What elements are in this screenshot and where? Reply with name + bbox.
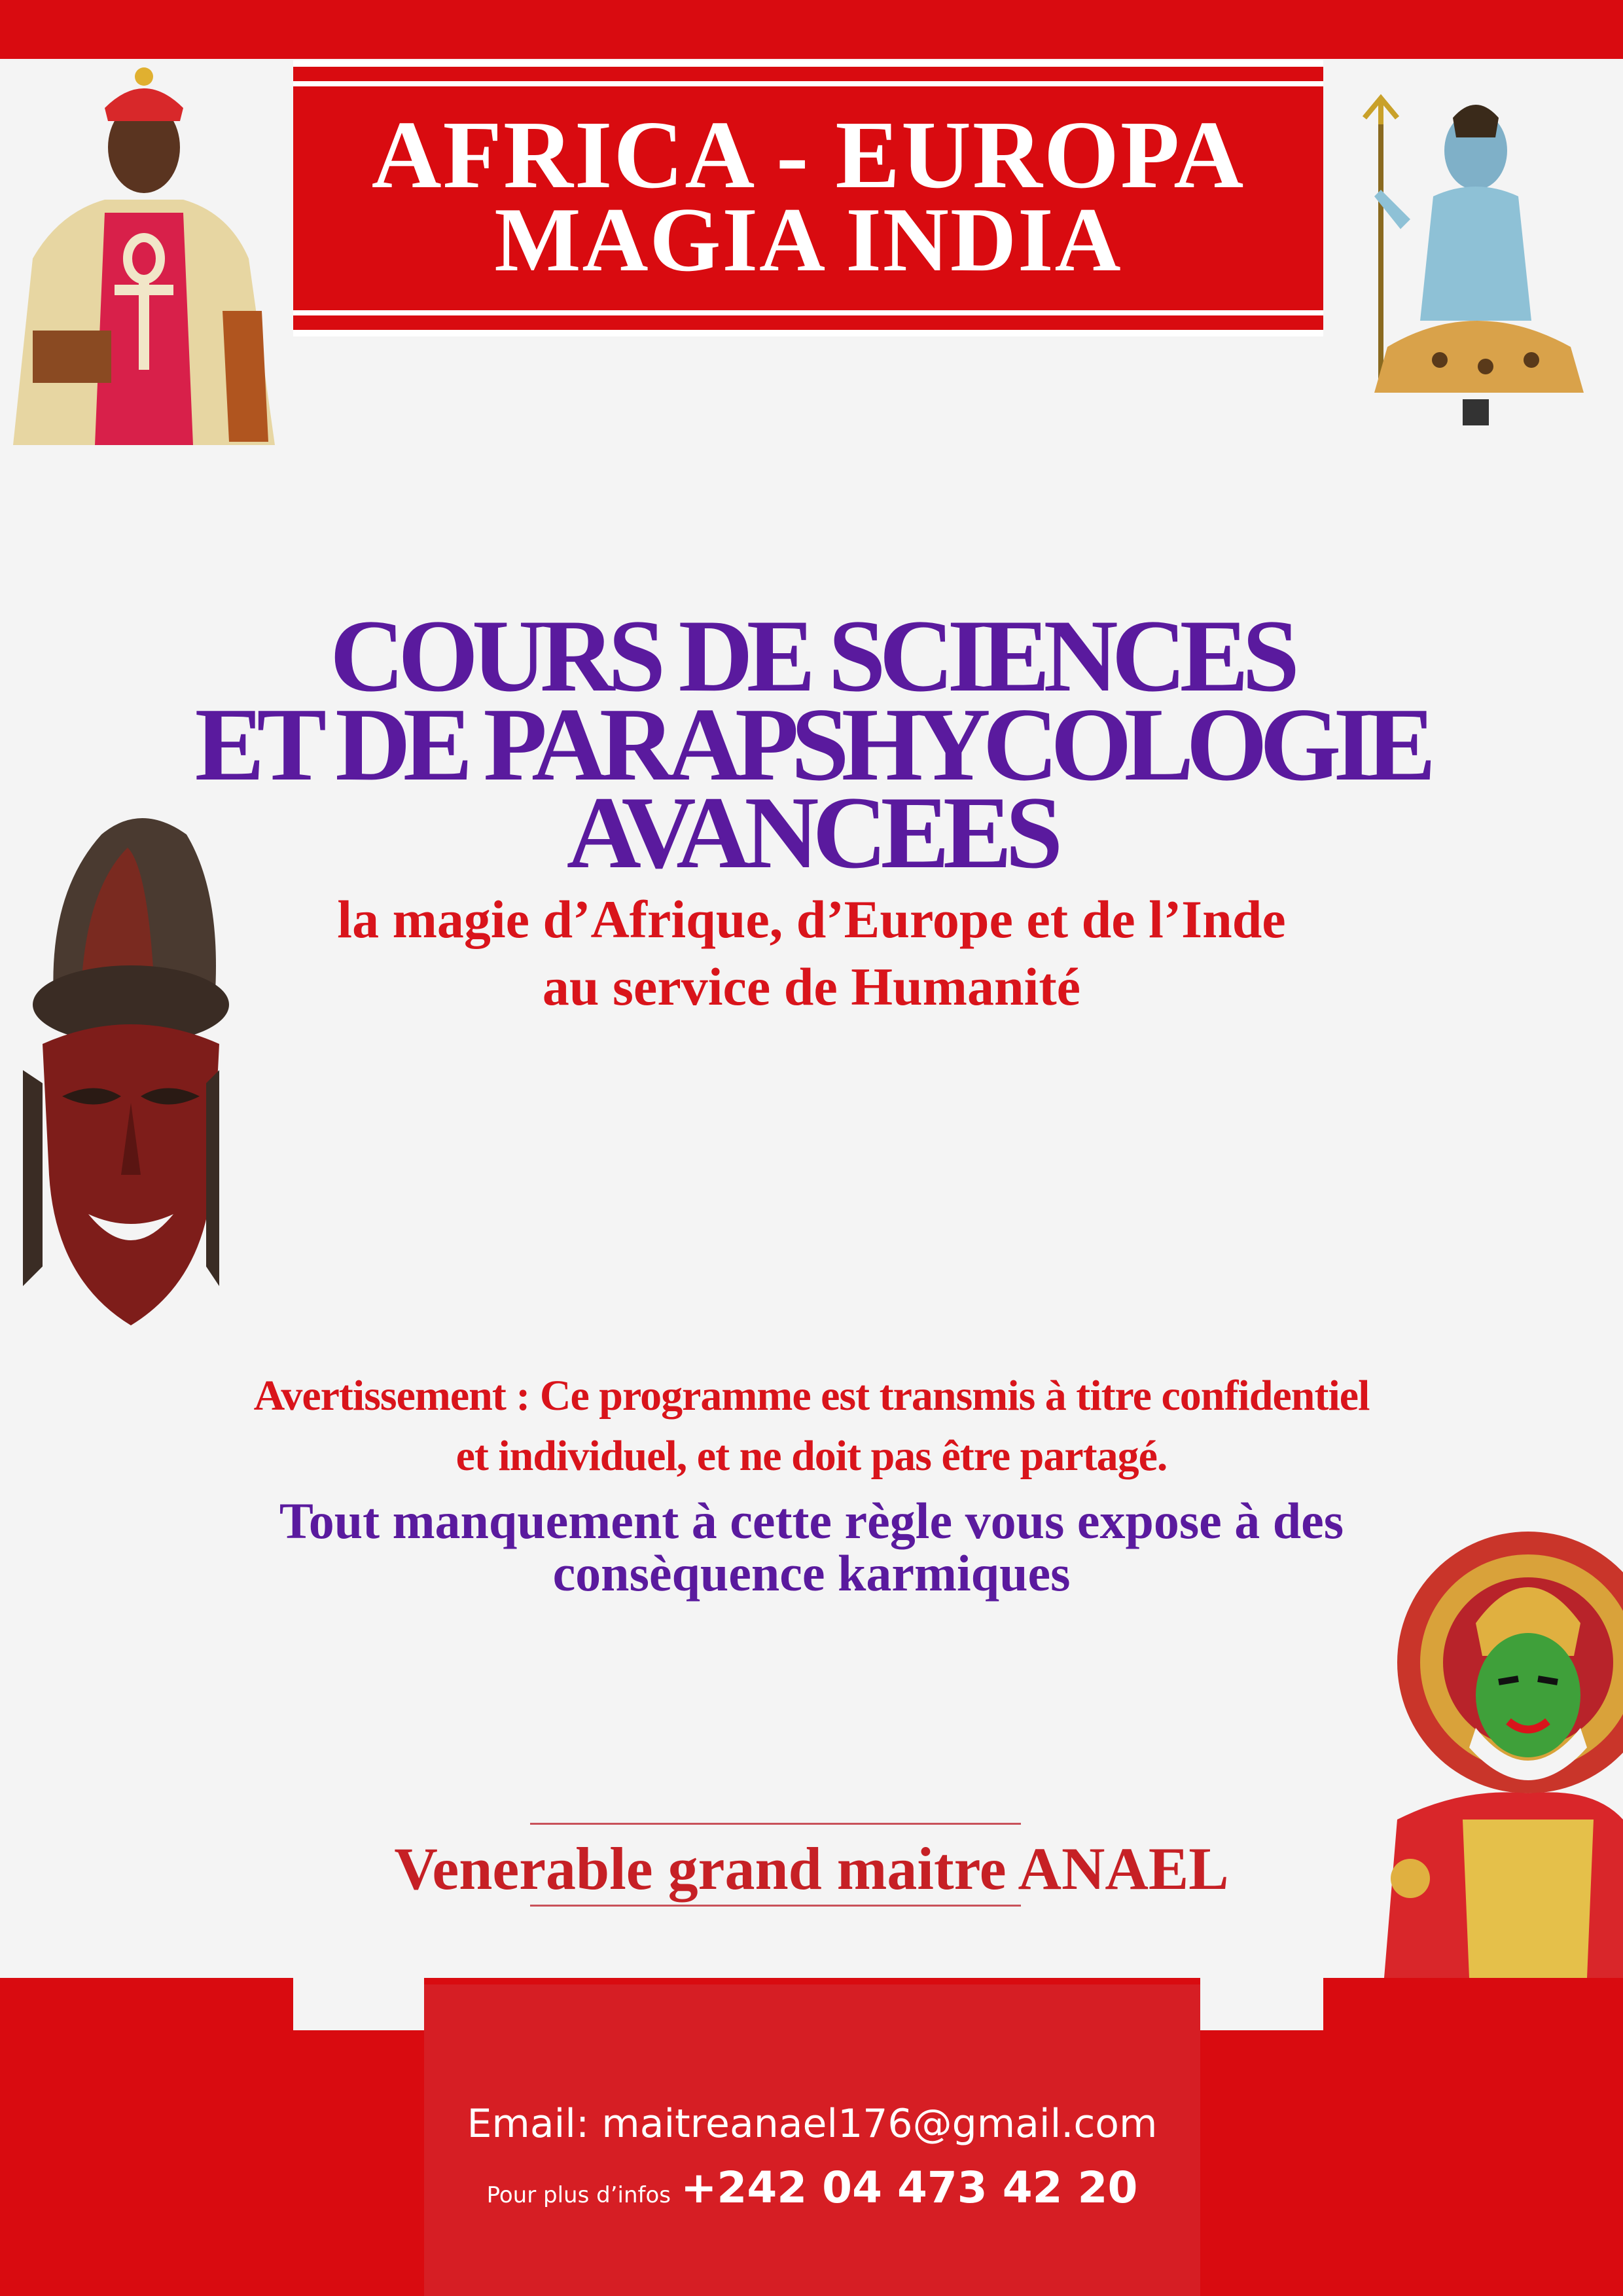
contact-email[interactable]: Email: maitreanael176@gmail.com <box>467 2101 1158 2147</box>
signature-name: Venerable grand maitre ANAEL <box>394 1835 1229 1902</box>
header-banner <box>293 60 1323 336</box>
subtitle-line1: la magie d’Afrique, d’Europe et de l’Inde <box>337 889 1286 949</box>
phone-label: Pour plus d’infos <box>486 2182 671 2208</box>
course-title-line3: AVANCEES <box>566 776 1057 890</box>
contact-phone <box>424 2159 1200 2229</box>
course-title-line1: COURS DE SCIENCES <box>330 599 1293 713</box>
bottom-notch-left <box>293 1978 424 2030</box>
shiva-image <box>1335 98 1616 432</box>
african-mask-image <box>16 808 226 1338</box>
master-photo <box>7 62 281 445</box>
phone-number[interactable]: +242 04 473 42 20 <box>681 2162 1138 2213</box>
signature-rule-bottom <box>530 1905 1021 1907</box>
banner-title-line2: MAGIA INDIA <box>494 189 1122 291</box>
signature-rule-top <box>530 1823 1021 1825</box>
top-red-bar <box>0 0 1623 59</box>
warning-line3: Tout manquement à cette règle vous expose à des <box>279 1492 1344 1549</box>
warning-line1: Avertissement : Ce programme est transmis à titre confidentiel <box>253 1372 1370 1420</box>
banner-title-line1: AFRICA - EUROPA <box>371 101 1245 209</box>
kathakali-image <box>1371 1512 1623 1978</box>
course-title-line2: ET DE PARAPSHYCOLOGIE <box>194 686 1429 802</box>
subtitle-line2: au service de Humanité <box>542 957 1081 1016</box>
warning-line4: consèquence karmiques <box>552 1545 1071 1602</box>
bottom-notch-right <box>1200 1978 1323 2030</box>
warning-line2: et individuel, et ne doit pas être partagé. <box>455 1432 1168 1480</box>
